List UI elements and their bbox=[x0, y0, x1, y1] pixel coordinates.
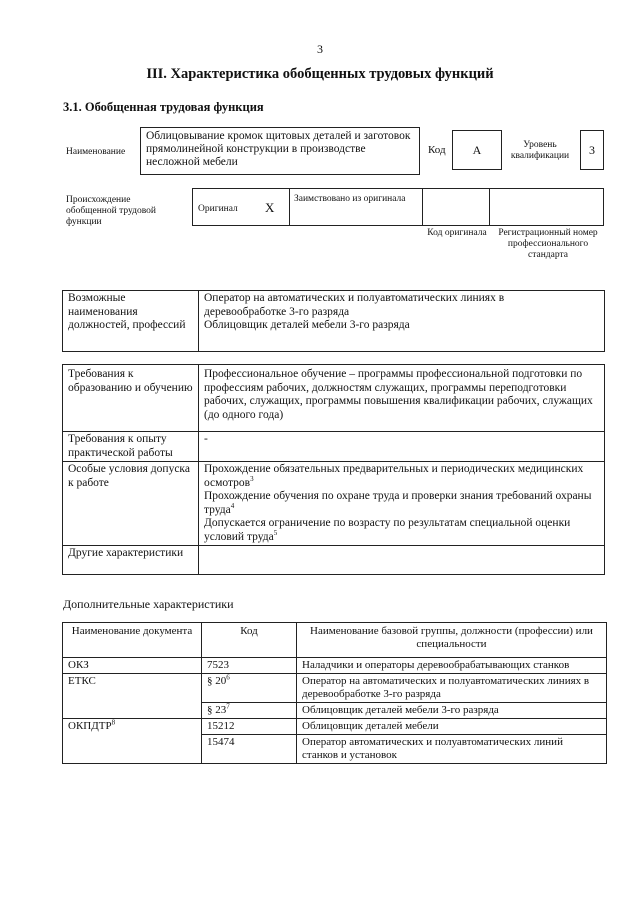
experience-label: Требования к опыту практической работы bbox=[63, 432, 199, 462]
name-cell: Оператор на автоматических и полуавтоматических линиях в деревообработке 3-го разряда bbox=[297, 674, 607, 703]
borrowed-label: Заимствовано из оригинала bbox=[294, 194, 406, 204]
admission-item: Прохождение обучения по охране труда и проверки знания требований охраны труда$^4$ bbox=[204, 490, 592, 516]
footnote-ref: 8 bbox=[111, 718, 116, 727]
page-number: 3 bbox=[317, 42, 323, 56]
admission-item: Прохождение обязательных предварительных и периодических медицинских осмотров$^3$ bbox=[204, 463, 584, 489]
subsection-title: 3.1. Обобщенная трудовая функция bbox=[63, 100, 264, 114]
admission-cell bbox=[199, 462, 605, 546]
registration-caption: Регистрационный номер профессионального стандарта bbox=[498, 228, 598, 260]
table-row bbox=[63, 462, 605, 546]
origin-label: Происхождение обобщенной трудовой функции bbox=[66, 195, 156, 227]
table-row bbox=[63, 432, 605, 462]
footnote-ref: 6 bbox=[226, 673, 230, 682]
additional-title: Дополнительные характеристики bbox=[63, 597, 234, 611]
education-label: Требования к образованию и обучению bbox=[63, 365, 199, 432]
code-cell: 15212 bbox=[202, 719, 297, 735]
positions-cell bbox=[199, 291, 605, 352]
level-label: Уровень квалификации bbox=[510, 140, 570, 161]
function-name-box bbox=[140, 127, 420, 175]
other-value bbox=[199, 546, 605, 575]
footnote-ref: 3 bbox=[250, 474, 254, 483]
header-code: Код bbox=[202, 623, 297, 658]
level-value: 3 bbox=[589, 143, 595, 157]
original-box bbox=[192, 188, 290, 226]
footnote-ref: 4 bbox=[230, 501, 235, 510]
other-label: Другие характеристики bbox=[63, 546, 199, 575]
registration-number-box bbox=[489, 188, 604, 226]
doc-cell: ЕТКС bbox=[63, 674, 202, 719]
admission-label: Особые условия допуска к работе bbox=[63, 462, 199, 546]
positions-line: деревообработке 3-го разряда bbox=[204, 305, 350, 318]
table-row bbox=[63, 719, 607, 735]
code-cell: 15474 bbox=[202, 735, 297, 764]
footnote-ref: 5 bbox=[273, 528, 278, 537]
footnote-ref: 7 bbox=[226, 702, 230, 711]
doc-cell: ОКПДТР$^8$ bbox=[63, 719, 202, 764]
borrowed-box bbox=[289, 188, 423, 226]
table-row bbox=[63, 674, 607, 703]
original-code-caption: Код оригинала bbox=[427, 228, 487, 238]
additional-table bbox=[62, 622, 607, 764]
function-name-value: Облицовывание кромок щитовых деталей и заготовок прямолинейной конструкции в производстве несложной мебели bbox=[146, 130, 411, 168]
table-row bbox=[63, 291, 605, 352]
name-cell: Оператор автоматических и полуавтоматических линий станков и установок bbox=[297, 735, 607, 764]
section-title: III. Характеристика обобщенных трудовых функций bbox=[146, 66, 494, 82]
name-cell: Облицовщик деталей мебели 3-го разряда bbox=[297, 703, 607, 719]
positions-line: Облицовщик деталей мебели 3-го разряда bbox=[204, 319, 410, 331]
education-text: Профессиональное обучение – программы профессиональной подготовки по профессиям рабочих, должностям служащих, программы переподготовки рабочих, служащих, программы повышения квалификации рабочих, служащих (до одного года) bbox=[199, 365, 605, 432]
name-cell: Облицовщик деталей мебели bbox=[297, 719, 607, 735]
admission-item: Допускается ограничение по возрасту по результатам специальной оценки условий труда$^5$ bbox=[204, 517, 571, 543]
header-name: Наименование базовой группы, должности (профессии) или специальности bbox=[297, 623, 607, 658]
name-cell: Наладчики и операторы деревообрабатывающих станков bbox=[297, 658, 607, 674]
original-code-box bbox=[422, 188, 490, 226]
table-row bbox=[63, 623, 607, 658]
code-cell: § $23^7$ bbox=[202, 703, 297, 719]
code-value: А bbox=[472, 143, 482, 157]
table-row bbox=[63, 365, 605, 432]
code-cell: 7523 bbox=[202, 658, 297, 674]
original-label: Оригинал bbox=[198, 204, 238, 214]
positions-label: Возможные наименования должностей, профессий bbox=[63, 291, 199, 352]
header-document: Наименование документа bbox=[63, 623, 202, 658]
original-mark: X bbox=[265, 200, 275, 215]
code-label: Код bbox=[428, 144, 446, 156]
table-row bbox=[63, 546, 605, 575]
doc-cell: ОКЗ bbox=[63, 658, 202, 674]
name-label: Наименование bbox=[66, 147, 126, 157]
code-cell: § $20^6$ bbox=[202, 674, 297, 703]
positions-table bbox=[62, 290, 605, 352]
table-row bbox=[63, 658, 607, 674]
requirements-table bbox=[62, 364, 605, 575]
positions-line: Оператор на автоматических и полуавтоматических линиях в bbox=[204, 292, 505, 304]
code-value-box bbox=[452, 130, 502, 170]
level-value-box bbox=[580, 130, 604, 170]
experience-value: - bbox=[199, 432, 605, 462]
